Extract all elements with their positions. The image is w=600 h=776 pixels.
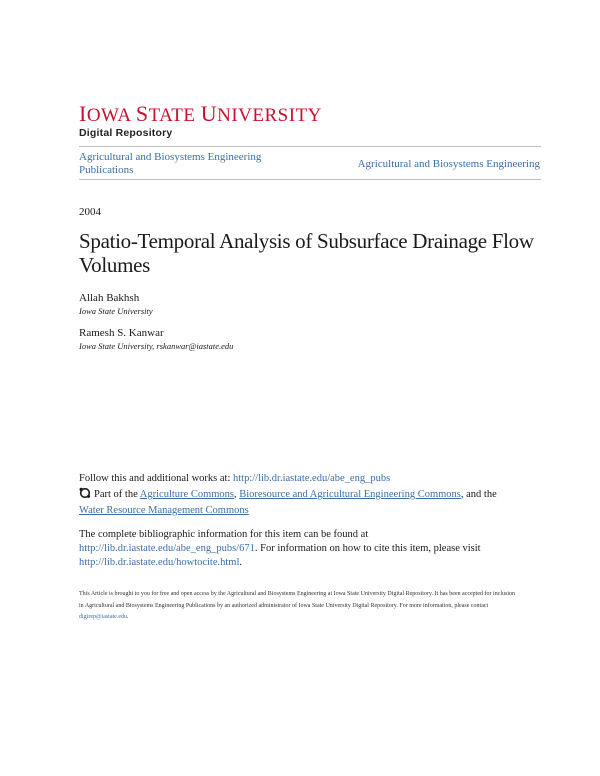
author-block xyxy=(79,327,233,352)
author-name: Allah Bakhsh xyxy=(79,292,140,304)
part-of-line xyxy=(79,487,549,518)
follow-prefix: Follow this and additional works at: xyxy=(79,473,233,484)
note-text: This Article is brought to you for free and open access by the Agricultural and Biosystems Engineering at Iowa State University Digital Repository. It has been accepted for inclusion in Agricultural and Biosystems Engineering Publications by an authorized administrator of Iowa State University Digital Repository. For more information, please contact xyxy=(79,591,515,609)
part-prefix: Part of the xyxy=(94,489,140,500)
commons-network-icon xyxy=(79,487,91,504)
howtocite-link[interactable]: http://lib.dr.iastate.edu/howtocite.html xyxy=(79,557,240,568)
divider-bottom xyxy=(79,179,541,180)
bibliographic-info xyxy=(79,528,541,570)
collection-link-left[interactable]: Agricultural and Biosystems Engineering Publications xyxy=(79,151,262,176)
note-suffix: . xyxy=(127,614,129,620)
author-affiliation: Iowa State University xyxy=(79,306,153,316)
article-title: Spatio-Temporal Analysis of Subsurface Drainage Flow Volumes xyxy=(79,229,534,277)
follow-line xyxy=(79,472,549,485)
biblio-prefix: The complete bibliographic information for this item can be found at xyxy=(79,529,369,540)
biblio-mid: . For information on how to cite this item, please visit xyxy=(254,543,481,554)
separator: , xyxy=(234,489,240,500)
access-note xyxy=(79,589,521,624)
bioresource-commons-link[interactable]: Bioresource and Agricultural Engineering Commons xyxy=(239,489,461,500)
separator: , and the xyxy=(460,489,497,500)
author-affiliation: Iowa State University, rskanwar@iastate.edu xyxy=(79,341,234,351)
collection-link-right[interactable]: Agricultural and Biosystems Engineering xyxy=(357,158,540,170)
divider-top xyxy=(79,146,541,147)
item-link[interactable]: http://lib.dr.iastate.edu/abe_eng_pubs/671 xyxy=(79,543,255,554)
author-name: Ramesh S. Kanwar xyxy=(79,327,164,339)
publication-year: 2004 xyxy=(79,206,101,218)
biblio-suffix: . xyxy=(239,557,243,568)
water-resource-commons-link[interactable]: Water Resource Management Commons xyxy=(79,505,249,516)
author-block xyxy=(79,292,153,317)
logo-wordmark: IOWA STATE UNIVERSITY xyxy=(79,101,322,126)
follow-link[interactable]: http://lib.dr.iastate.edu/abe_eng_pubs xyxy=(233,473,391,484)
contact-email-link[interactable]: digirep@iastate.edu xyxy=(79,614,128,620)
agriculture-commons-link[interactable]: Agriculture Commons xyxy=(139,489,234,500)
logo-subtitle: Digital Repository xyxy=(79,127,173,139)
iowa-state-logo xyxy=(79,101,322,139)
